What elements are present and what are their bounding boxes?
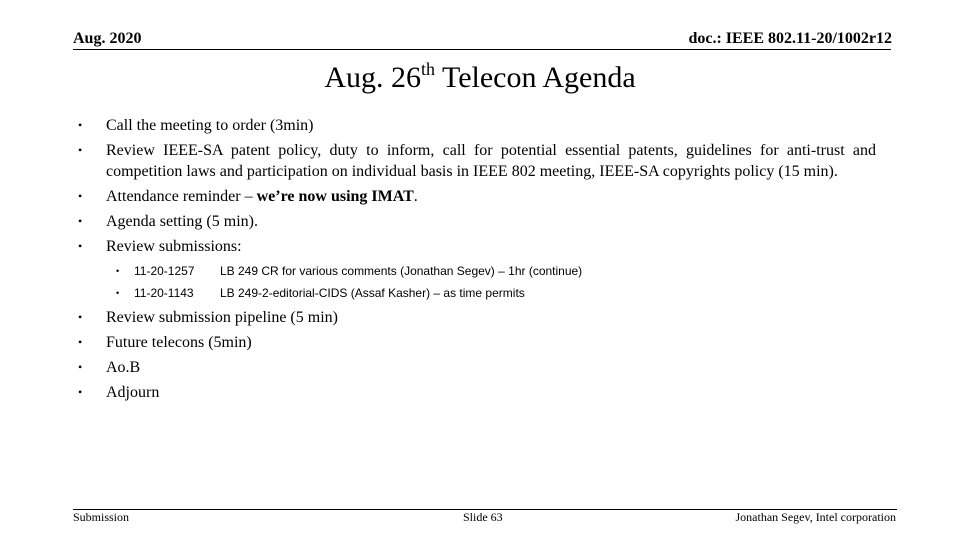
bullet-icon: •	[78, 310, 83, 324]
bullet-icon: •	[78, 360, 83, 374]
agenda-item-text: Future telecons (5min)	[106, 334, 252, 351]
agenda-item	[70, 115, 876, 136]
bullet-icon: •	[116, 288, 120, 298]
bullet-icon: •	[78, 385, 83, 399]
agenda-item	[70, 357, 876, 378]
header-rule	[73, 49, 891, 50]
bullet-icon: •	[78, 214, 83, 228]
bullet-icon: •	[78, 143, 83, 157]
title-suffix: Telecon Agenda	[435, 61, 636, 94]
footer-slide-number: Slide 63	[463, 510, 503, 524]
agenda-item	[70, 382, 876, 403]
submission-list	[70, 263, 876, 301]
submission-doc-number: 11-20-1143	[134, 286, 194, 300]
submission-description: LB 249 CR for various comments (Jonathan Segev) – 1hr (continue)	[220, 264, 583, 278]
agenda-item-text: Review submission pipeline (5 min)	[106, 309, 338, 326]
agenda-item-attendance	[70, 186, 876, 207]
bullet-icon: •	[78, 118, 83, 132]
slide-title	[0, 58, 960, 98]
submission-item	[70, 285, 876, 301]
agenda-item-text: Call the meeting to order (3min)	[106, 117, 314, 134]
agenda-item	[70, 307, 876, 328]
agenda-item-text: Agenda setting (5 min).	[106, 213, 258, 230]
bullet-icon: •	[78, 335, 83, 349]
attendance-prefix: Attendance reminder –	[106, 188, 257, 205]
attendance-suffix: .	[413, 188, 418, 205]
agenda-list	[70, 115, 876, 407]
attendance-emphasis: we’re now using IMAT	[256, 188, 414, 205]
agenda-item	[70, 211, 876, 232]
bullet-icon: •	[78, 239, 83, 253]
bullet-icon: •	[78, 189, 83, 203]
agenda-item	[70, 332, 876, 353]
submission-doc-number: 11-20-1257	[134, 264, 195, 278]
agenda-item-text: Adjourn	[106, 384, 160, 401]
agenda-item-text: Review IEEE-SA patent policy, duty to inform, call for potential essential patents, guidelines for anti-trust and competition laws and participation on individual basis in IEEE 802 meeting, IEEE-SA copyrights policy (15 min).	[106, 142, 876, 180]
header-doc-id: doc.: IEEE 802.11-20/1002r12	[688, 30, 892, 47]
agenda-item-text: Ao.B	[106, 359, 141, 376]
bullet-icon: •	[116, 266, 120, 276]
agenda-item	[70, 140, 876, 182]
header-date: Aug. 2020	[73, 30, 142, 47]
title-superscript: th	[421, 59, 436, 79]
agenda-item	[70, 236, 876, 257]
submission-description: LB 249-2-editorial-CIDS (Assaf Kasher) – as time permits	[220, 286, 525, 300]
agenda-item-text: Review submissions:	[106, 238, 242, 255]
footer-author: Jonathan Segev, Intel corporation	[735, 510, 896, 524]
title-prefix: Aug. 26	[324, 61, 422, 94]
footer-submission: Submission	[73, 510, 130, 524]
submission-item	[70, 263, 876, 279]
